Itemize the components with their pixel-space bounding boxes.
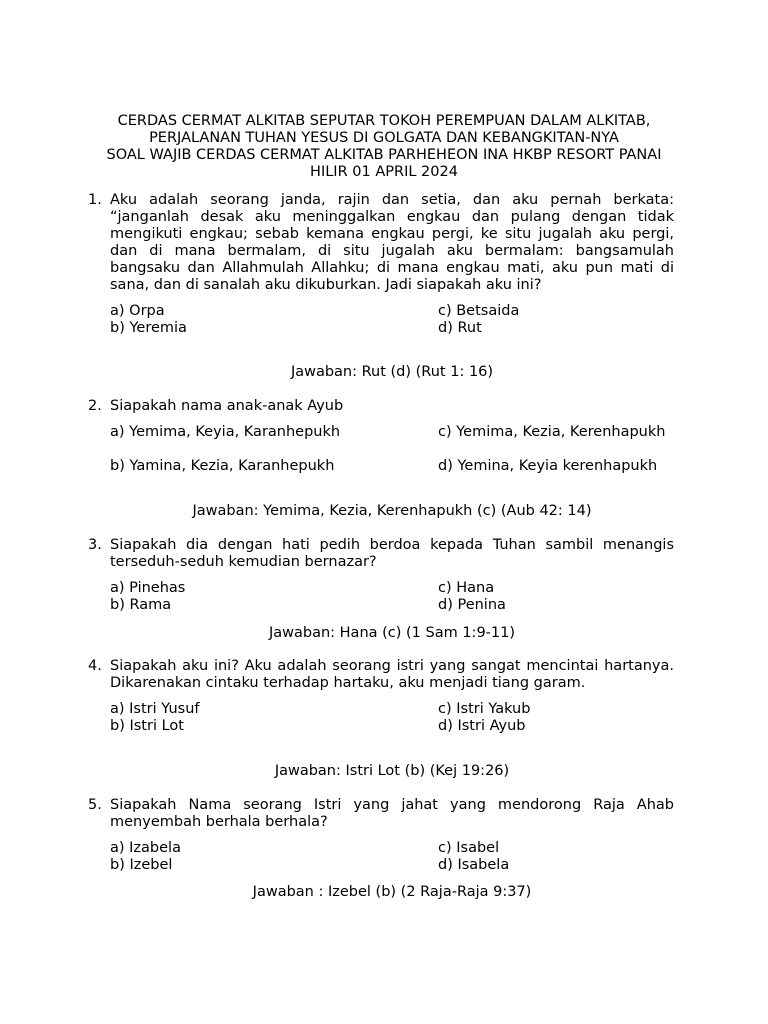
option-a: a) Orpa [110, 303, 165, 319]
option-a: a) Istri Yusuf [110, 701, 200, 717]
answer-1: Jawaban: Rut (d) (Rut 1: 16) [290, 364, 494, 380]
question-number: 2. [88, 398, 102, 414]
option-b: b) Yamina, Kezia, Karanhepukh [110, 458, 335, 474]
option-d: d) Penina [438, 597, 506, 613]
question-text: Siapakah aku ini? Aku adalah seorang istri yang sangat mencintai hartanya. Dikarenakan cintaku terhadap hartaku, aku menjadi tiang garam. [110, 658, 674, 691]
answer-2: Jawaban: Yemima, Kezia, Kerenhapukh (c) (Aub 42: 14) [192, 503, 592, 519]
header-line-4: HILIR 01 APRIL 2024 [310, 164, 458, 180]
question-5 [88, 797, 674, 874]
option-a: a) Pinehas [110, 580, 186, 596]
question-1 [88, 192, 674, 337]
question-number: 4. [88, 658, 102, 674]
option-b: b) Rama [110, 597, 172, 613]
question-text: Siapakah Nama seorang Istri yang jahat yang mendorong Raja Ahab menyembah berhala berhala? [110, 797, 674, 830]
question-options [110, 701, 674, 735]
question-text: Siapakah dia dengan hati pedih berdoa kepada Tuhan sambil menangis terseduh-seduh kemudian bernazar? [110, 537, 674, 570]
option-c: c) Istri Yakub [438, 701, 531, 717]
question-options [110, 303, 674, 337]
option-a: a) Yemima, Keyia, Karanhepukh [110, 424, 341, 440]
option-b: b) Istri Lot [110, 718, 184, 734]
question-text: Siapakah nama anak-anak Ayub [110, 398, 344, 414]
question-2 [88, 398, 674, 492]
question-text: Aku adalah seorang janda, rajin dan setia, dan aku pernah berkata: “janganlah desak aku meninggalkan engkau dan pulang dengan tidak mengikuti engkau; sebab kemana engkau pergi, ke situ jugalah aku pergi, dan di mana bermalam, di situ jugalah aku bermalam: bangsamulah bangsaku dan Allahmulah Allahku; di mana engkau mati, aku pun mati di sana, dan di sanalah aku dikuburkan. Jadi siapakah aku ini? [110, 192, 674, 293]
option-a: a) Izabela [110, 840, 181, 856]
option-c: c) Hana [438, 580, 495, 596]
question-3 [88, 537, 674, 614]
option-c: c) Isabel [438, 840, 500, 856]
header-line-2: PERJALANAN TUHAN YESUS DI GOLGATA DAN KEBANGKITAN-NYA [149, 130, 619, 146]
option-b: b) Izebel [110, 857, 173, 873]
option-c: c) Betsaida [438, 303, 520, 319]
question-options [110, 840, 674, 874]
question-options [110, 424, 674, 492]
answer-4: Jawaban: Istri Lot (b) (Kej 19:26) [274, 763, 510, 779]
header-line-1: CERDAS CERMAT ALKITAB SEPUTAR TOKOH PEREMPUAN DALAM ALKITAB, [117, 113, 651, 129]
option-d: d) Istri Ayub [438, 718, 526, 734]
answer-5: Jawaban : Izebel (b) (2 Raja-Raja 9:37) [252, 884, 532, 900]
header-line-3: SOAL WAJIB CERDAS CERMAT ALKITAB PARHEHEON INA HKBP RESORT PANAI [106, 147, 662, 163]
question-options [110, 580, 674, 614]
question-number: 5. [88, 797, 102, 813]
document-header [60, 113, 708, 181]
question-4 [88, 658, 674, 735]
option-d: d) Yemina, Keyia kerenhapukh [438, 458, 658, 474]
option-c: c) Yemima, Kezia, Kerenhapukh [438, 424, 666, 440]
question-number: 1. [88, 192, 102, 208]
option-b: b) Yeremia [110, 320, 187, 336]
option-d: d) Isabela [438, 857, 510, 873]
option-d: d) Rut [438, 320, 482, 336]
question-number: 3. [88, 537, 102, 553]
answer-3: Jawaban: Hana (c) (1 Sam 1:9-11) [268, 625, 516, 641]
